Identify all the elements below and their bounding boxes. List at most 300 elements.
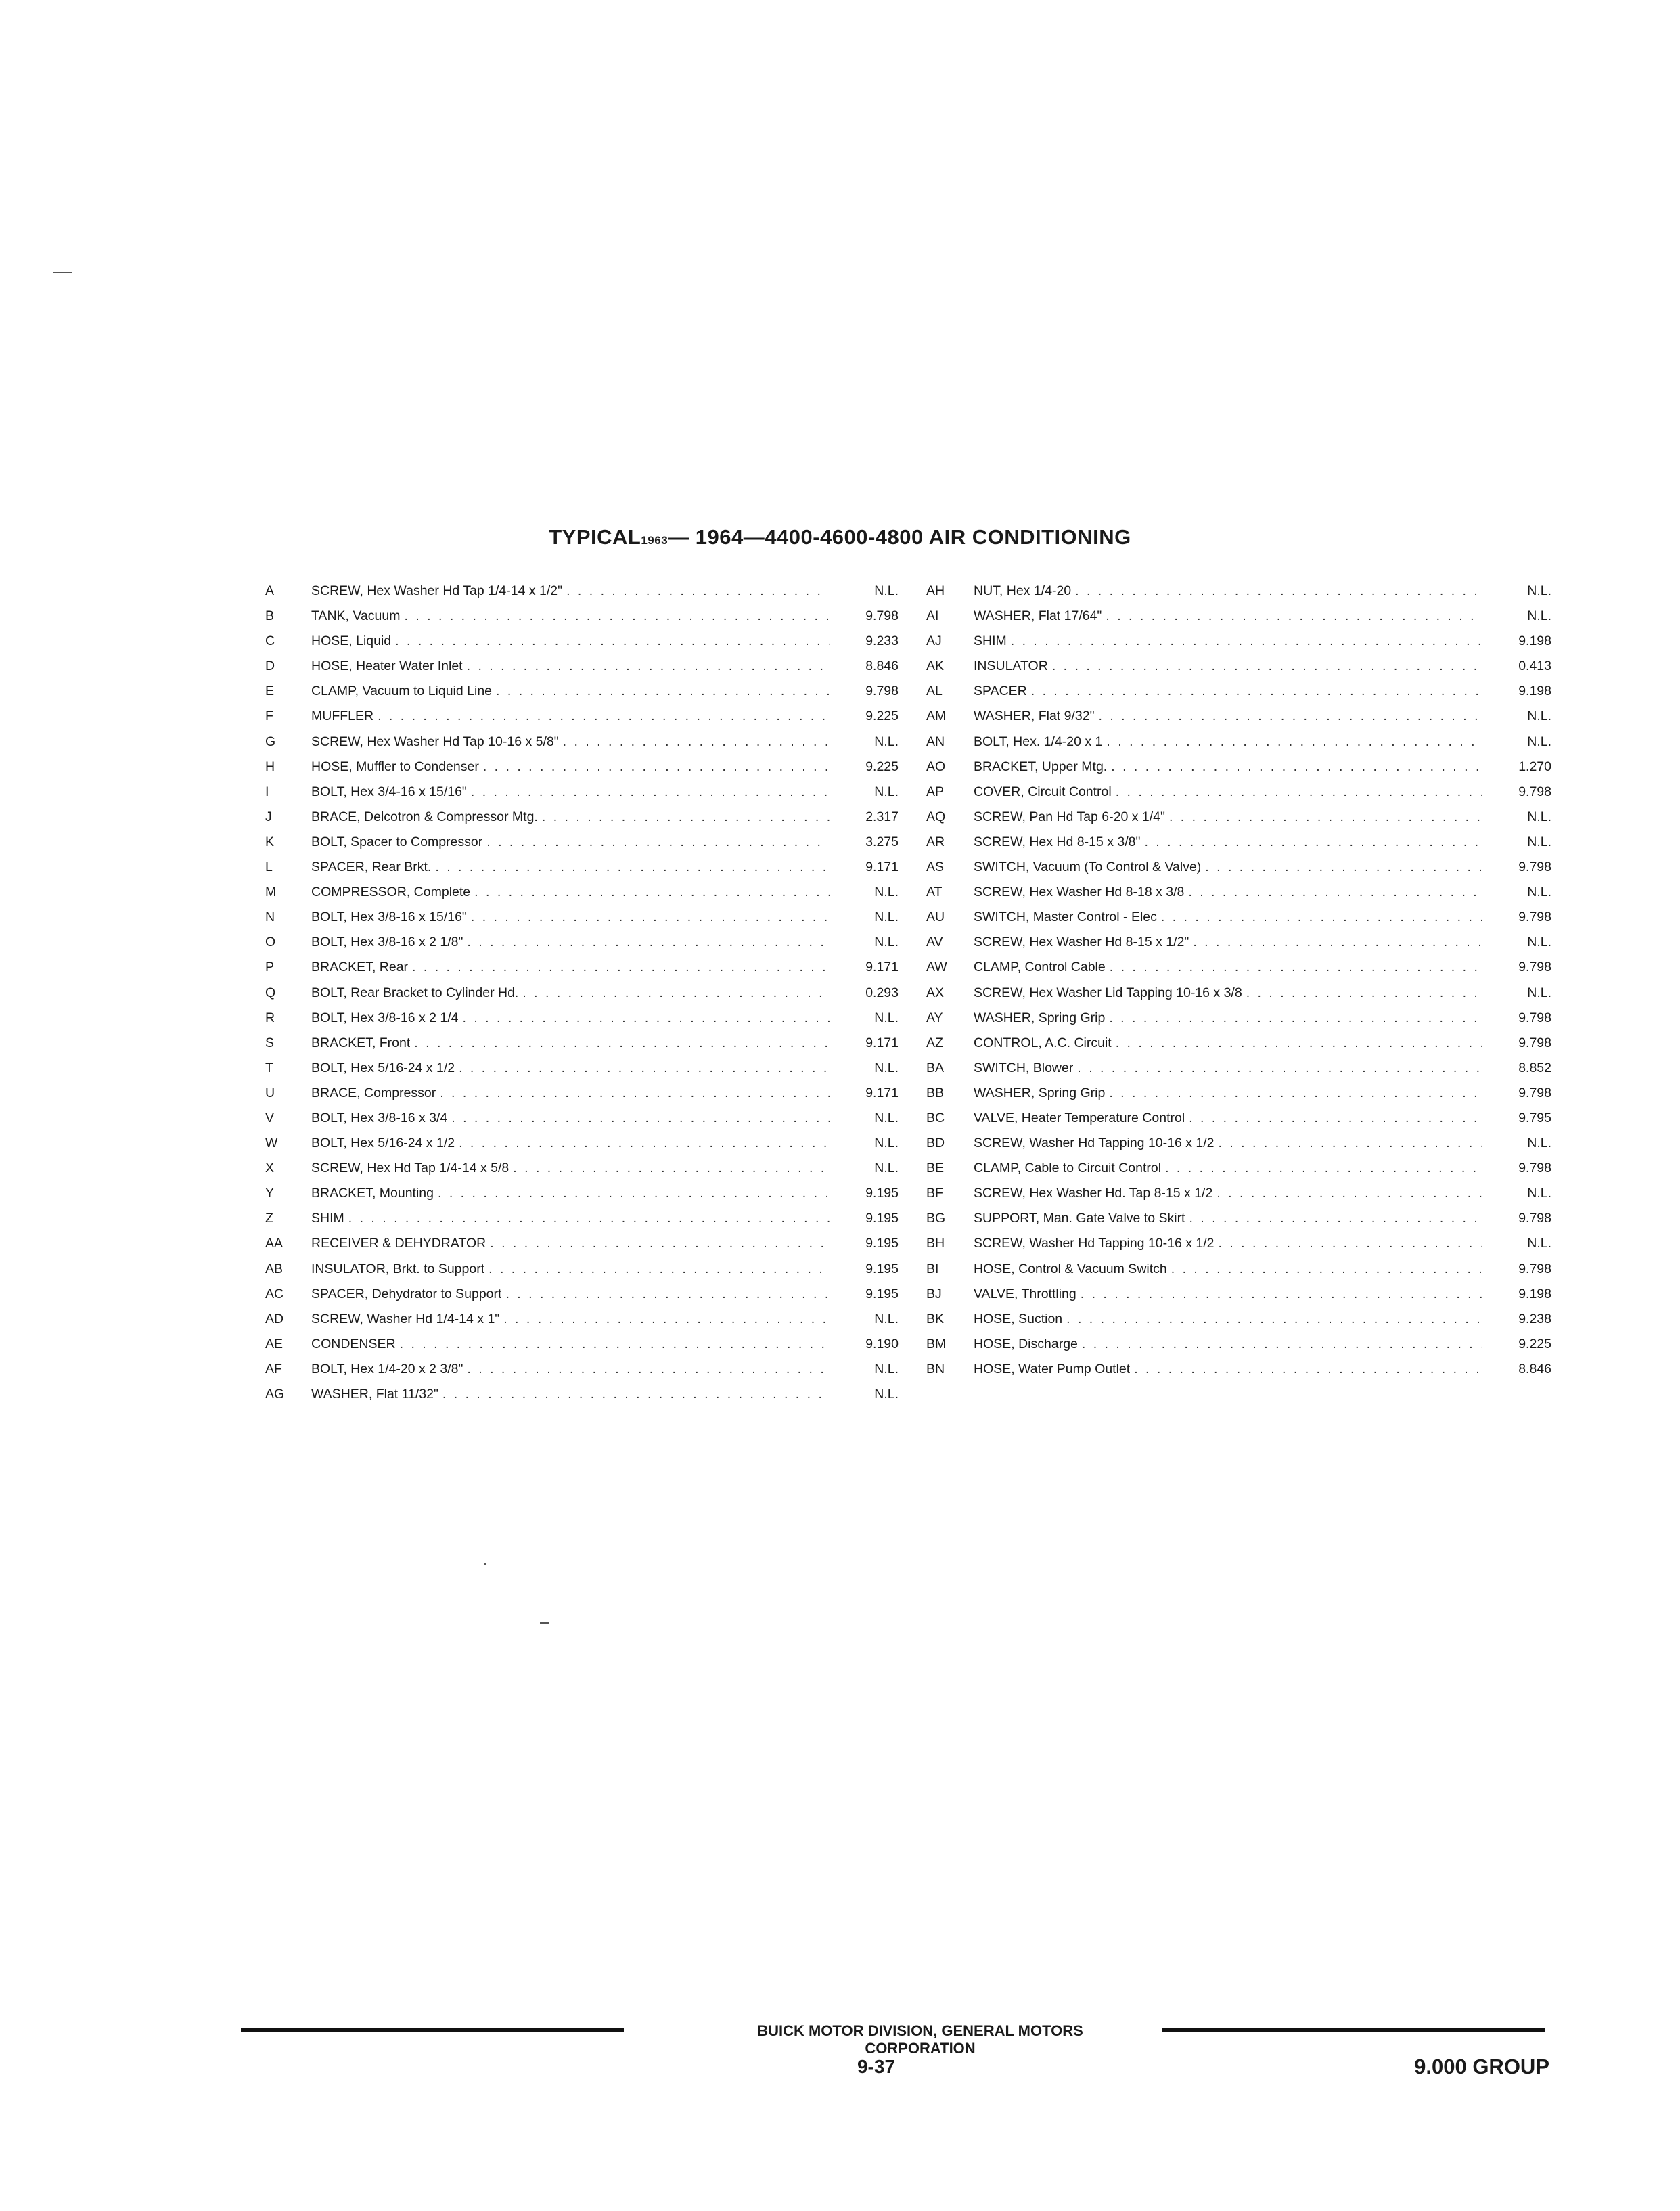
list-item	[265, 1161, 899, 1186]
list-item	[265, 1261, 899, 1287]
list-item	[265, 1337, 899, 1362]
item-description: CONDENSER	[311, 1336, 396, 1352]
list-item	[265, 759, 899, 784]
scan-mark	[53, 272, 72, 273]
item-key: F	[265, 709, 273, 724]
item-group-number: 9.171	[865, 1085, 899, 1100]
item-description: VALVE, Throttling	[974, 1286, 1076, 1301]
item-group-number: N.L.	[874, 1136, 899, 1151]
item-description: BRACKET, Rear	[311, 960, 409, 975]
leader-dots	[404, 608, 830, 624]
title-rest: — 1964—4400-4600-4800 AIR CONDITIONING	[668, 525, 1131, 549]
item-group-number: N.L.	[1527, 834, 1551, 849]
item-group-number: 9.225	[865, 759, 899, 774]
leader-dots	[459, 1060, 830, 1076]
list-item	[265, 1010, 899, 1035]
item-group-number: 9.198	[1518, 1286, 1551, 1301]
item-group-number: 9.795	[1518, 1110, 1551, 1125]
item-description: BRACE, Compressor	[311, 1085, 436, 1100]
item-group-number: 9.798	[1518, 1010, 1551, 1025]
item-key: P	[265, 960, 275, 975]
list-item	[926, 1086, 1551, 1111]
leader-dots	[563, 734, 830, 750]
item-description: BOLT, Hex 5/16-24 x 1/2	[311, 1060, 455, 1075]
item-key: BA	[926, 1060, 945, 1075]
item-group-number: N.L.	[874, 1361, 899, 1377]
item-key: J	[265, 809, 272, 824]
item-description: WASHER, Spring Grip	[974, 1085, 1106, 1100]
list-item	[926, 1236, 1551, 1261]
leader-dots	[435, 859, 830, 875]
item-group-number: 9.798	[1518, 859, 1551, 875]
list-item	[265, 1287, 899, 1312]
list-item	[265, 935, 899, 960]
leader-dots	[1075, 583, 1482, 599]
item-key: L	[265, 859, 273, 875]
item-description: HOSE, Muffler to Condenser	[311, 759, 479, 774]
leader-dots	[1134, 1362, 1482, 1377]
item-description: HOSE, Suction	[974, 1311, 1063, 1326]
list-item	[926, 1010, 1551, 1035]
list-item	[926, 709, 1551, 734]
list-item	[926, 658, 1551, 684]
parts-list-left	[265, 583, 899, 1412]
item-key: AU	[926, 910, 945, 925]
leader-dots	[1205, 859, 1482, 875]
footer-rule-left	[241, 2028, 624, 2032]
item-key: BI	[926, 1261, 939, 1276]
leader-dots	[1188, 885, 1482, 900]
item-description: BOLT, Hex 3/8-16 x 15/16"	[311, 910, 467, 925]
item-description: BRACE, Delcotron & Compressor Mtg.	[311, 809, 538, 824]
item-key: BD	[926, 1136, 945, 1151]
item-description: BOLT, Hex 3/8-16 x 2 1/8"	[311, 935, 463, 950]
item-description: CLAMP, Cable to Circuit Control	[974, 1161, 1162, 1176]
leader-dots	[467, 658, 830, 674]
leader-dots	[438, 1186, 830, 1201]
item-description: BOLT, Hex 3/8-16 x 2 1/4	[311, 1010, 459, 1025]
item-key: AM	[926, 709, 947, 724]
list-item	[926, 935, 1551, 960]
item-key: AR	[926, 834, 945, 849]
list-item	[926, 1312, 1551, 1337]
item-description: WASHER, Flat 9/32"	[974, 709, 1095, 724]
item-key: BE	[926, 1161, 945, 1176]
item-group-number: 9.233	[865, 633, 899, 649]
item-description: MUFFLER	[311, 709, 374, 724]
leader-dots	[1219, 1136, 1482, 1151]
list-item	[926, 1060, 1551, 1086]
leader-dots	[490, 1236, 830, 1251]
title-prefix: TYPICAL	[549, 525, 641, 549]
leader-dots	[1111, 759, 1482, 775]
scan-mark	[540, 1622, 549, 1624]
item-key: AV	[926, 935, 943, 950]
page-number: 9-37	[857, 2056, 896, 2077]
list-item	[265, 1312, 899, 1337]
item-key: AX	[926, 985, 945, 1000]
list-item	[926, 1035, 1551, 1060]
item-group-number: 9.798	[1518, 960, 1551, 975]
item-group-number: N.L.	[874, 1161, 899, 1176]
item-group-number: N.L.	[874, 935, 899, 950]
leader-dots	[1066, 1312, 1482, 1327]
list-item	[265, 809, 899, 834]
list-item	[926, 633, 1551, 658]
list-item	[265, 658, 899, 684]
list-item	[265, 1111, 899, 1136]
item-group-number: 1.270	[1518, 759, 1551, 774]
item-group-number: 9.798	[865, 684, 899, 699]
item-group-number: 9.171	[865, 1035, 899, 1050]
item-group-number: 9.798	[1518, 1211, 1551, 1226]
list-item	[265, 1186, 899, 1211]
leader-dots	[474, 885, 830, 900]
list-item	[926, 910, 1551, 935]
leader-dots	[496, 684, 830, 699]
item-key: AJ	[926, 633, 942, 649]
leader-dots	[442, 1387, 830, 1402]
leader-dots	[463, 1010, 830, 1026]
item-key: B	[265, 608, 275, 624]
leader-dots	[1011, 633, 1482, 649]
item-description: SCREW, Hex Hd 8-15 x 3/8"	[974, 834, 1141, 849]
leader-dots	[459, 1136, 830, 1151]
item-description: BOLT, Hex 3/4-16 x 15/16"	[311, 784, 467, 799]
footer-division: BUICK MOTOR DIVISION, GENERAL MOTORS CORPORATION	[757, 2022, 1083, 2057]
item-group-number: N.L.	[874, 1311, 899, 1326]
list-item	[926, 1211, 1551, 1236]
item-group-number: N.L.	[1527, 734, 1551, 749]
item-group-number: 9.195	[865, 1261, 899, 1276]
item-group-number: N.L.	[1527, 1236, 1551, 1251]
item-description: BOLT, Spacer to Compressor	[311, 834, 483, 849]
list-item	[926, 809, 1551, 834]
title-year-small: 1963	[641, 534, 668, 547]
item-key: BK	[926, 1311, 945, 1326]
list-item	[926, 759, 1551, 784]
item-description: SCREW, Hex Washer Hd Tap 10-16 x 5/8"	[311, 734, 559, 749]
item-group-number: N.L.	[1527, 885, 1551, 900]
item-group-number: 9.195	[865, 1211, 899, 1226]
item-group-number: N.L.	[874, 734, 899, 749]
list-item	[265, 1236, 899, 1261]
item-group-number: 8.846	[1518, 1361, 1551, 1377]
item-key: W	[265, 1136, 278, 1151]
leader-dots	[1189, 1211, 1482, 1226]
item-key: O	[265, 935, 276, 950]
list-item	[265, 684, 899, 709]
leader-dots	[1246, 985, 1482, 1001]
item-key: BB	[926, 1085, 945, 1100]
list-item	[926, 834, 1551, 859]
list-item	[265, 633, 899, 658]
list-item	[265, 734, 899, 759]
item-description: BOLT, Hex 3/8-16 x 3/4	[311, 1110, 448, 1125]
item-group-number: N.L.	[1527, 1186, 1551, 1201]
leader-dots	[1052, 658, 1482, 674]
leader-dots	[1116, 1035, 1482, 1051]
leader-dots	[1081, 1287, 1482, 1302]
leader-dots	[505, 1287, 830, 1302]
list-item	[265, 608, 899, 633]
item-key: AI	[926, 608, 939, 624]
item-key: BN	[926, 1361, 945, 1377]
item-description: CONTROL, A.C. Circuit	[974, 1035, 1112, 1050]
item-group-number: 9.798	[1518, 1035, 1551, 1050]
list-item	[265, 784, 899, 809]
item-key: AS	[926, 859, 945, 875]
list-item	[926, 1261, 1551, 1287]
item-description: SWITCH, Vacuum (To Control & Valve)	[974, 859, 1202, 875]
item-key: AC	[265, 1286, 284, 1301]
item-key: BC	[926, 1110, 945, 1125]
item-description: SHIM	[311, 1211, 344, 1226]
item-group-number: 9.225	[865, 709, 899, 724]
item-description: SCREW, Washer Hd 1/4-14 x 1"	[311, 1311, 500, 1326]
item-group-number: N.L.	[1527, 1136, 1551, 1151]
item-description: BOLT, Hex 1/4-20 x 2 3/8"	[311, 1361, 463, 1377]
item-key: N	[265, 910, 275, 925]
item-description: SCREW, Hex Washer Hd. Tap 8-15 x 1/2	[974, 1186, 1213, 1201]
item-description: INSULATOR	[974, 658, 1048, 674]
item-key: K	[265, 834, 275, 849]
page-title	[0, 525, 1680, 550]
item-key: D	[265, 658, 275, 674]
item-group-number: 9.171	[865, 960, 899, 975]
leader-dots	[542, 809, 830, 825]
list-item	[926, 684, 1551, 709]
leader-dots	[1109, 1010, 1482, 1026]
list-item	[265, 1060, 899, 1086]
leader-dots	[1110, 960, 1482, 975]
list-item	[265, 1035, 899, 1060]
item-description: SWITCH, Master Control - Elec	[974, 910, 1157, 925]
item-group-number: 9.190	[865, 1336, 899, 1352]
item-group-number: 9.798	[1518, 1261, 1551, 1276]
item-key: C	[265, 633, 275, 649]
list-item	[926, 1111, 1551, 1136]
leader-dots	[1077, 1060, 1482, 1076]
item-key: Z	[265, 1211, 273, 1226]
leader-dots	[412, 960, 830, 975]
group-label: 9.000 GROUP	[1414, 2055, 1549, 2078]
list-item	[926, 885, 1551, 910]
item-description: HOSE, Water Pump Outlet	[974, 1361, 1131, 1377]
item-group-number: 9.198	[1518, 633, 1551, 649]
item-group-number: N.L.	[874, 583, 899, 598]
item-description: TANK, Vacuum	[311, 608, 401, 624]
item-group-number: 9.195	[865, 1236, 899, 1251]
item-group-number: N.L.	[874, 1010, 899, 1025]
item-description: SCREW, Hex Washer Lid Tapping 10-16 x 3/8	[974, 985, 1242, 1000]
item-description: SHIM	[974, 633, 1007, 649]
item-description: SPACER, Rear Brkt.	[311, 859, 432, 875]
leader-dots	[503, 1312, 830, 1327]
item-group-number: N.L.	[874, 1110, 899, 1125]
item-key: BM	[926, 1336, 947, 1352]
item-key: H	[265, 759, 275, 774]
list-item	[265, 885, 899, 910]
item-key: AK	[926, 658, 945, 674]
item-group-number: N.L.	[1527, 608, 1551, 624]
leader-dots	[1169, 809, 1482, 825]
leader-dots	[400, 1337, 830, 1352]
item-group-number: 0.293	[865, 985, 899, 1000]
list-item	[926, 985, 1551, 1010]
parts-list-right	[926, 583, 1551, 1387]
leader-dots	[471, 910, 830, 925]
leader-dots	[467, 1362, 830, 1377]
item-key: AQ	[926, 809, 946, 824]
item-key: R	[265, 1010, 275, 1025]
leader-dots	[451, 1111, 830, 1126]
leader-dots	[440, 1086, 830, 1101]
item-group-number: N.L.	[874, 910, 899, 925]
item-key: BH	[926, 1236, 945, 1251]
item-description: SCREW, Washer Hd Tapping 10-16 x 1/2	[974, 1236, 1214, 1251]
list-item	[926, 1136, 1551, 1161]
item-key: AL	[926, 684, 943, 699]
item-description: HOSE, Heater Water Inlet	[311, 658, 463, 674]
item-key: AO	[926, 759, 946, 774]
item-key: Q	[265, 985, 276, 1000]
item-group-number: 2.317	[865, 809, 899, 824]
item-description: SCREW, Hex Washer Hd 8-15 x 1/2"	[974, 935, 1189, 950]
item-description: HOSE, Liquid	[311, 633, 392, 649]
item-description: SWITCH, Blower	[974, 1060, 1074, 1075]
item-key: AA	[265, 1236, 283, 1251]
list-item	[926, 1186, 1551, 1211]
item-key: T	[265, 1060, 273, 1075]
leader-dots	[1106, 734, 1482, 750]
item-group-number: N.L.	[1527, 583, 1551, 598]
item-key: G	[265, 734, 276, 749]
item-key: U	[265, 1085, 275, 1100]
item-description: HOSE, Discharge	[974, 1336, 1078, 1352]
leader-dots	[1171, 1261, 1482, 1277]
item-key: AB	[265, 1261, 283, 1276]
item-description: SCREW, Hex Washer Hd Tap 1/4-14 x 1/2"	[311, 583, 563, 598]
scan-mark	[484, 1563, 486, 1565]
item-description: WASHER, Flat 17/64"	[974, 608, 1102, 624]
item-description: INSULATOR, Brkt. to Support	[311, 1261, 485, 1276]
item-key: Y	[265, 1186, 275, 1201]
leader-dots	[1193, 935, 1482, 950]
list-item	[265, 960, 899, 985]
item-description: SUPPORT, Man. Gate Valve to Skirt	[974, 1211, 1185, 1226]
item-group-number: 9.198	[1518, 684, 1551, 699]
item-key: BJ	[926, 1286, 942, 1301]
leader-dots	[483, 759, 830, 775]
list-item	[265, 1387, 899, 1412]
item-group-number: N.L.	[1527, 809, 1551, 824]
item-key: X	[265, 1161, 275, 1176]
item-key: AH	[926, 583, 945, 598]
item-description: VALVE, Heater Temperature Control	[974, 1110, 1185, 1125]
leader-dots	[1217, 1186, 1482, 1201]
list-item	[926, 1362, 1551, 1387]
item-key: V	[265, 1110, 275, 1125]
item-group-number: N.L.	[874, 1387, 899, 1402]
item-key: E	[265, 684, 275, 699]
item-description: BOLT, Hex. 1/4-20 x 1	[974, 734, 1103, 749]
leader-dots	[1189, 1111, 1482, 1126]
item-key: I	[265, 784, 269, 799]
leader-dots	[471, 784, 830, 800]
item-group-number: 3.275	[865, 834, 899, 849]
list-item	[265, 1086, 899, 1111]
list-item	[265, 985, 899, 1010]
item-description: SCREW, Washer Hd Tapping 10-16 x 1/2	[974, 1136, 1214, 1151]
list-item	[926, 734, 1551, 759]
leader-dots	[522, 985, 830, 1001]
leader-dots	[513, 1161, 830, 1176]
item-key: AY	[926, 1010, 943, 1025]
item-key: AD	[265, 1311, 284, 1326]
item-group-number: N.L.	[1527, 709, 1551, 724]
item-key: AT	[926, 885, 943, 900]
item-group-number: 8.852	[1518, 1060, 1551, 1075]
item-group-number: 9.798	[1518, 1161, 1551, 1176]
item-group-number: N.L.	[874, 885, 899, 900]
item-description: BOLT, Rear Bracket to Cylinder Hd.	[311, 985, 519, 1000]
item-group-number: 9.798	[1518, 1085, 1551, 1100]
item-group-number: N.L.	[1527, 935, 1551, 950]
item-key: AG	[265, 1387, 285, 1402]
list-item	[926, 583, 1551, 608]
leader-dots	[1031, 684, 1482, 699]
item-key: AF	[265, 1361, 282, 1377]
leader-dots	[1161, 910, 1482, 925]
list-item	[926, 1287, 1551, 1312]
item-description: COVER, Circuit Control	[974, 784, 1112, 799]
leader-dots	[489, 1261, 830, 1277]
item-description: HOSE, Control & Vacuum Switch	[974, 1261, 1167, 1276]
item-key: AP	[926, 784, 945, 799]
list-item	[926, 960, 1551, 985]
leader-dots	[1116, 784, 1482, 800]
item-group-number: 9.798	[1518, 910, 1551, 925]
list-item	[926, 784, 1551, 809]
item-description: BRACKET, Front	[311, 1035, 411, 1050]
item-description: RECEIVER & DEHYDRATOR	[311, 1236, 486, 1251]
item-description: SPACER, Dehydrator to Support	[311, 1286, 502, 1301]
leader-dots	[348, 1211, 830, 1226]
list-item	[926, 1337, 1551, 1362]
item-description: CLAMP, Vacuum to Liquid Line	[311, 684, 493, 699]
item-key: M	[265, 885, 277, 900]
item-group-number: N.L.	[874, 784, 899, 799]
leader-dots	[395, 633, 830, 649]
item-group-number: 9.195	[865, 1186, 899, 1201]
leader-dots	[414, 1035, 830, 1051]
item-group-number: 0.413	[1518, 658, 1551, 674]
item-description: SPACER	[974, 684, 1027, 699]
list-item	[926, 608, 1551, 633]
item-description: SCREW, Pan Hd Tap 6-20 x 1/4"	[974, 809, 1165, 824]
item-description: COMPRESSOR, Complete	[311, 885, 471, 900]
item-description: CLAMP, Control Cable	[974, 960, 1106, 975]
item-description: BRACKET, Upper Mtg.	[974, 759, 1108, 774]
item-key: BG	[926, 1211, 946, 1226]
item-key: S	[265, 1035, 275, 1050]
list-item	[926, 859, 1551, 885]
list-item	[265, 1136, 899, 1161]
leader-dots	[1144, 834, 1482, 850]
item-group-number: N.L.	[1527, 985, 1551, 1000]
item-group-number: 9.798	[865, 608, 899, 624]
